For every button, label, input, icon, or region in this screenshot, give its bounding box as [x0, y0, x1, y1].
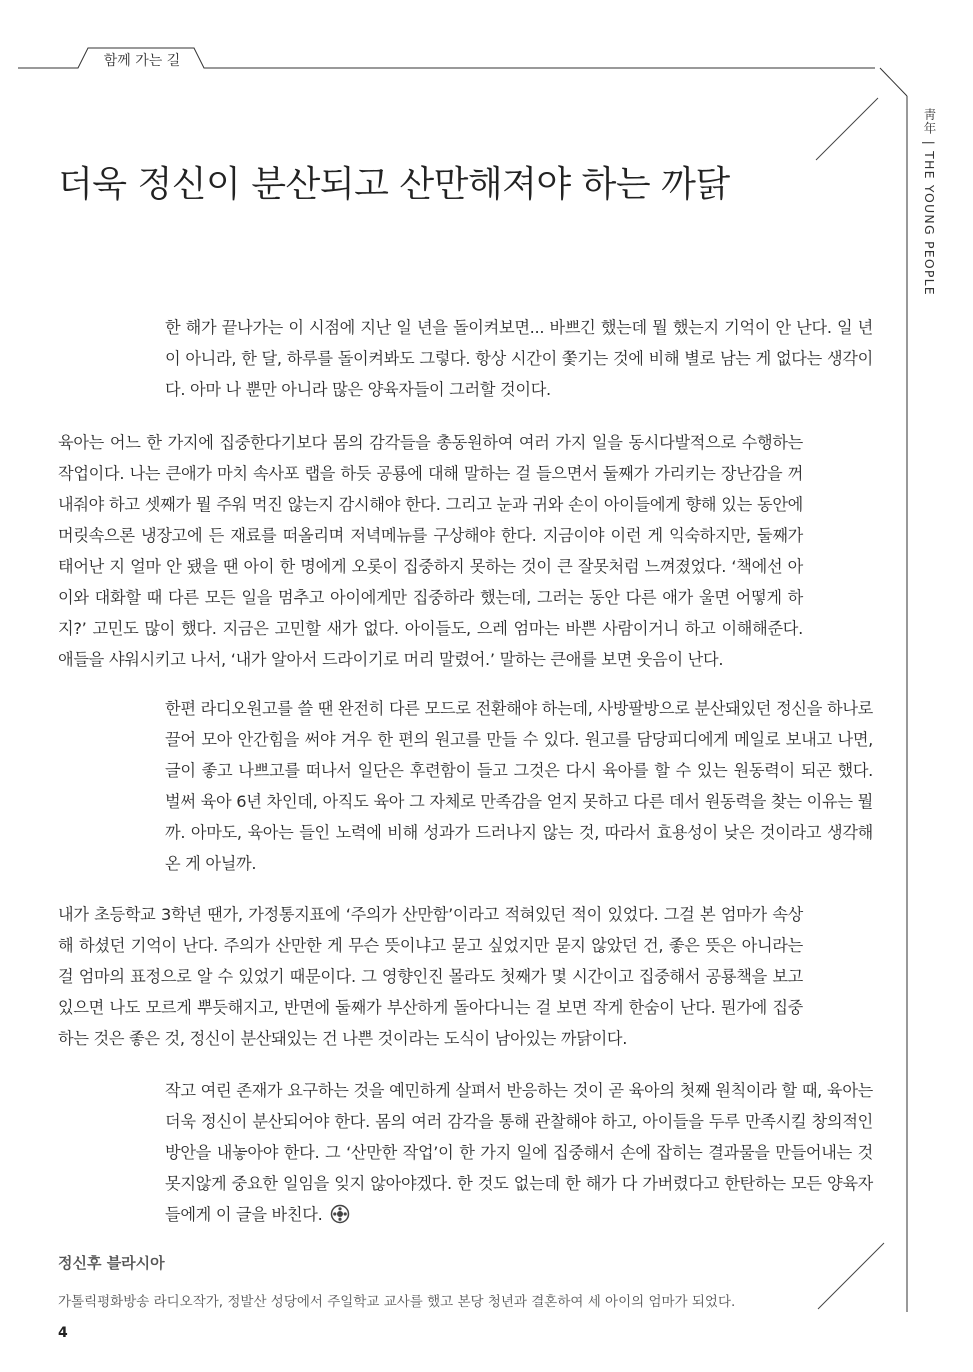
paragraph-1: 한 해가 끝나가는 이 시점에 지난 일 년을 돌이켜보면... 바쁘긴 했는데 뭘 했는지 기억이 안 난다. 일 년이 아니라, 한 달, 하루를 돌이켜봐도 그렇다. 항상 시간이 쫓기는 것에 비해 별로 남는 게 없다는 생각이다. 아마 나 뿐만 아니라 많은 양육자들이 그러할 것이다.	[165, 318, 873, 399]
paragraph-4: 내가 초등학교 3학년 땐가, 가정통지표에 ‘주의가 산만함’이라고 적혀있던 적이 있었다. 그걸 본 엄마가 속상해 하셨던 기억이 난다. 주의가 산만한 게 무슨 뜻이냐고 묻고 싶었지만 묻지 않았던 건, 좋은 뜻은 아니라는 걸 엄마의 표정으로 알 수 있었기 때문이다. 그 영향인진 몰라도 첫째가 몇 시간이고 집중해서 공룡책을 보고 있으면 나도 모르게 뿌듯해지고, 반면에 둘째가 부산하게 돌아다니는 걸 보면 작게 한숨이 난다. 뭔가에 집중하는 것은 좋은 것, 정신이 분산돼있는 건 나쁜 것이라는 도식이 남아있는 까닭이다.	[58, 905, 803, 1048]
author-bio: 가톨릭평화방송 라디오작가, 정발산 성당에서 주일학교 교사를 했고 본당 청년과 결혼하여 세 아이의 엄마가 되었다.	[58, 1294, 736, 1310]
magazine-side-label: 靑年 | THE YOUNG PEOPLE	[922, 108, 937, 296]
paragraph-5	[165, 1075, 873, 1230]
page-number: 4	[58, 1325, 68, 1341]
paragraph-3: 한편 라디오원고를 쓸 땐 완전히 다른 모드로 전환해야 하는데, 사방팔방으로 분산돼있던 정신을 하나로 끌어 모아 안간힘을 써야 겨우 한 편의 원고를 만들 수 있다. 원고를 담당피디에게 메일로 보내고 나면, 글이 좋고 나쁘고를 떠나서 일단은 후련함이 들고 그것은 다시 육아를 할 수 있는 원동력이 되곤 했다. 벌써 육아 6년 차인데, 아직도 육아 그 자체로 만족감을 얻지 못하고 다른 데서 원동력을 찾는 이유는 뭘까. 아마도, 육아는 들인 노력에 비해 성과가 드러나지 않는 것, 따라서 효용성이 낮은 것이라고 생각해온 게 아닐까.	[165, 699, 873, 873]
paragraph-2: 육아는 어느 한 가지에 집중한다기보다 몸의 감각들을 총동원하여 여러 가지 일을 동시다발적으로 수행하는 작업이다. 나는 큰애가 마치 속사포 랩을 하듯 공룡에 대해 말하는 걸 들으면서 둘째가 가리키는 장난감을 꺼내줘야 하고 셋째가 뭘 주워 먹진 않는지 감시해야 한다. 그리고 눈과 귀와 손이 아이들에게 향해 있는 동안에 머릿속으론 냉장고에 든 재료를 떠올리며 저녁메뉴를 구상해야 한다. 지금이야 이런 게 익숙하지만, 둘째가 태어난 지 얼마 안 됐을 땐 아이 한 명에게 오롯이 집중하지 못하는 것이 큰 잘못처럼 느껴졌었다. ‘책에선 아이와 대화할 때 다른 모든 일을 멈추고 아이에게만 집중하라 했는데, 그러는 동안 다른 애가 울면 어떻게 하지?’ 고민도 많이 했다. 지금은 고민할 새가 없다. 아이들도, 으레 엄마는 바쁜 사람이거니 하고 이해해준다. 애들을 샤워시키고 나서, ‘내가 알아서 드라이기로 머리 말렸어.’ 말하는 큰애를 보면 웃음이 난다.	[58, 433, 803, 669]
section-label: 함께 가는 길	[103, 53, 181, 69]
article-end-mark-icon	[330, 1204, 350, 1224]
paragraph-5-text: 작고 여린 존재가 요구하는 것을 예민하게 살펴서 반응하는 것이 곧 육아의 첫째 원칙이라 할 때, 육아는 더욱 정신이 분산되어야 한다. 몸의 여러 감각을 통해 관찰해야 하고, 아이들을 두루 만족시킬 창의적인 방안을 내놓아야 한다. 그 ‘산만한 작업’이 한 가지 일에 집중해서 손에 잡히는 결과물을 만들어내는 것 못지않게 중요한 일임을 잊지 않아야겠다. 한 것도 없는데 한 해가 다 가버렸다고 한탄하는 모든 양육자들에게 이 글을 바친다.	[165, 1081, 873, 1224]
author-name: 정신후 블라시아	[58, 1254, 165, 1272]
article-title: 더욱 정신이 분산되고 산만해져야 하는 까닭	[58, 164, 730, 205]
